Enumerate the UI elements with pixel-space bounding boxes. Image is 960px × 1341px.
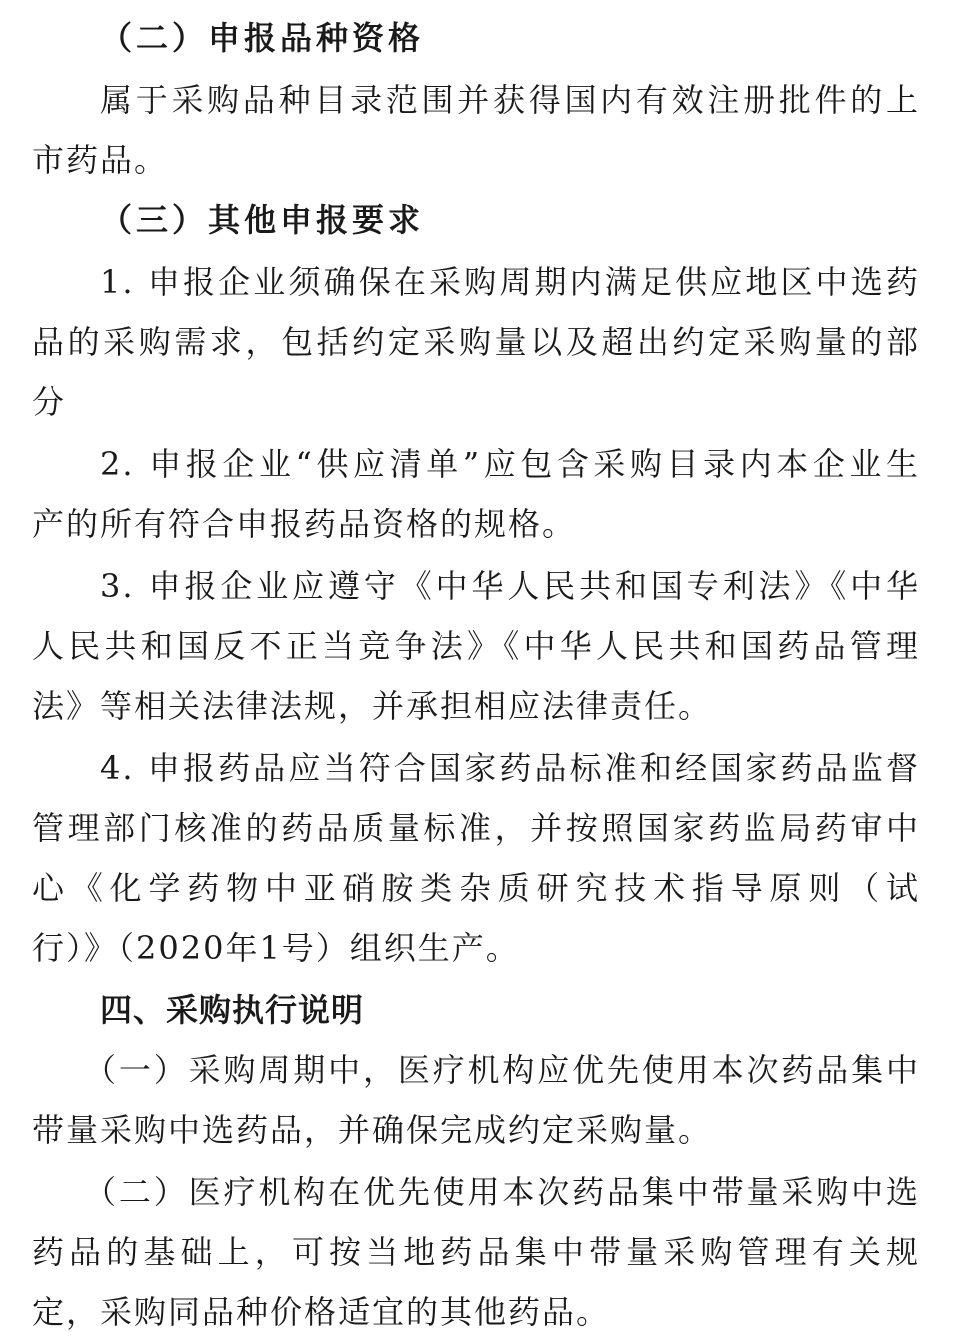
section-4-heading: 四、采购执行说明	[100, 991, 365, 1029]
section-2-heading: （二）申报品种资格	[100, 19, 425, 57]
item-4-line-2: 管理部门核准的药品质量标准，并按照国家药监局药审中	[32, 809, 920, 847]
item-2-line-1: 2. 申报企业“供应清单”应包含采购目录内本企业生	[100, 445, 920, 483]
para-1-line-1: （一）采购周期中，医疗机构应优先使用本次药品集中	[84, 1051, 920, 1089]
para-2-line-1: （二）医疗机构在优先使用本次药品集中带量采购中选	[84, 1173, 920, 1211]
item-3-line-3: 法》等相关法律法规，并承担相应法律责任。	[32, 687, 713, 725]
section-2-body-line-2: 市药品。	[32, 141, 169, 179]
section-2-body-line-1: 属于采购品种目录范围并获得国内有效注册批件的上	[100, 81, 920, 119]
item-4-line-4: 行）》（2020年1号）组织生产。	[32, 929, 520, 967]
item-3-line-1: 3. 申报企业应遵守《中华人民共和国专利法》《中华	[100, 567, 920, 605]
para-2-line-3: 定，采购同品种价格适宜的其他药品。	[32, 1293, 611, 1331]
item-2-line-2: 产的所有符合申报药品资格的规格。	[32, 505, 577, 543]
para-1-line-2: 带量采购中选药品，并确保完成约定采购量。	[32, 1111, 713, 1149]
item-1-line-1: 1. 申报企业须确保在采购周期内满足供应地区中选药	[100, 263, 920, 301]
item-4-line-1: 4. 申报药品应当符合国家药品标准和经国家药品监督	[100, 749, 920, 787]
item-1-line-3: 分	[32, 383, 67, 421]
item-1-line-2: 品的采购需求，包括约定采购量以及超出约定采购量的部	[32, 323, 920, 361]
item-3-line-2: 人民共和国反不正当竞争法》《中华人民共和国药品管理	[32, 627, 920, 665]
item-4-line-3: 心《化学药物中亚硝胺类杂质研究技术指导原则（试	[32, 869, 920, 907]
section-3-heading: （三）其他申报要求	[100, 201, 425, 239]
para-2-line-2: 药品的基础上，可按当地药品集中带量采购管理有关规	[32, 1233, 920, 1271]
